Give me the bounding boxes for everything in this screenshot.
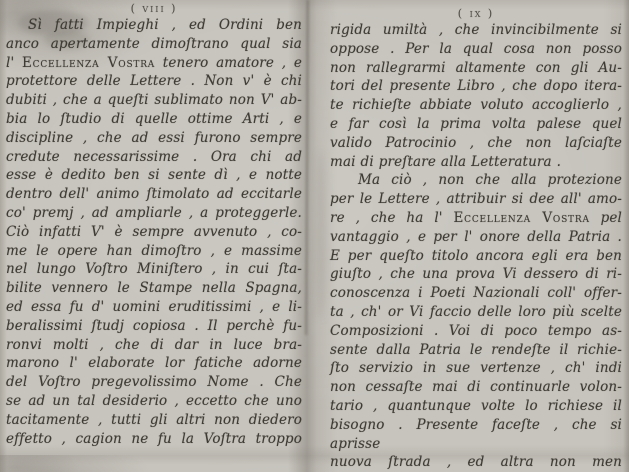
text-line: del Voſtro pregevolissimo Nome . Che — [6, 374, 302, 391]
text-line: se ad un tal desiderio , eccetto che uno — [6, 392, 302, 409]
ink-stain — [316, 150, 326, 320]
text-line: tori del presente Libro , che dopo itera- — [330, 78, 622, 95]
page-number: ( viii ) — [130, 2, 178, 15]
text-line: te richieſte abbiate voluto accoglierlo , — [330, 97, 622, 114]
text-line: credute necessarissime . Ora chi ad — [6, 148, 302, 165]
text-line: co' premj , ad ampliarle , a proteggerle. — [6, 204, 302, 221]
smallcaps-eccellenza-vostra: Eccellenza Vostra — [453, 209, 590, 226]
text-line: esse è dedito ben si sente dì , e notte — [6, 167, 302, 184]
text-line: nel lungo Voſtro Miniſtero , in cui ſta- — [6, 261, 302, 278]
text-line — [330, 209, 622, 228]
text-line: sente dalla Patria le rendeſte il richie- — [330, 341, 622, 358]
text-segment: l' — [6, 54, 23, 71]
text-line: protettore delle Lettere . Non v' è chi — [6, 73, 302, 90]
text-line: tacitamente , tutti gli altri non diedero — [6, 411, 302, 428]
text-line: vantaggio , e per l' onore della Patria . — [330, 228, 622, 245]
text-line: me le opere han dimoſtro , e massime — [6, 242, 302, 259]
text-line: beralissimi ſtudj copiosa . Il perchè fu- — [6, 317, 302, 334]
smallcaps-eccellenza-vostra: Eccellenza Vostra — [22, 54, 156, 71]
text-line: tario , quantunque volte lo richiese il — [330, 397, 622, 414]
text-line: E per queſto titolo ancora egli era ben — [330, 247, 622, 264]
text-line: Ma ciò , non che alla protezione — [358, 172, 622, 189]
page-viii — [6, 2, 302, 448]
text-line: non rallegrarmi altamente con gli Au- — [330, 59, 622, 76]
text-line: conoscenza i Poeti Nazionali coll' offer- — [330, 285, 622, 302]
text-line: oppose . Per la qual cosa non posso — [330, 40, 622, 57]
text-segment: pel — [589, 209, 623, 226]
text-segment: tenero amatore , e — [155, 54, 302, 71]
text-line: giuſto , che una prova Vi dessero di ri- — [330, 266, 622, 283]
text-line: rigida umiltà , che invincibilmente si — [330, 22, 622, 38]
text-line: e far così la prima volta palese quel — [330, 115, 622, 132]
text-line: non cessaſte mai di continuarle volon- — [330, 379, 622, 396]
page-number: ( ix ) — [457, 7, 495, 20]
text-line: Composizioni . Voi di poco tempo as- — [330, 322, 622, 339]
text-line: ronvi molti , che di dar in luce bra- — [6, 336, 302, 353]
text-line: Sì fatti Impieghi , ed Ordini ben — [28, 17, 302, 33]
text-line: bisogno . Presente faceſte , che si aprisse — [330, 416, 622, 452]
text-line: anco apertamente dimoſtrano qual sia — [6, 35, 302, 52]
text-line — [6, 54, 302, 73]
text-line: effetto , cagion ne fu la Voſtra troppo — [6, 430, 302, 447]
text-line: valido Patrocinio , che non laſciaſte — [330, 134, 622, 151]
text-line: marono l' elaborate lor fatiche adorne — [6, 355, 302, 372]
text-line: nuova ſtrada , ed altra non men — [330, 454, 622, 471]
text-line: bilite vennero le Stampe nella Spagna, — [6, 280, 302, 297]
text-line: bia lo ſtudio di quelle ottime Arti , e — [6, 110, 302, 127]
text-line: ta , ch' or Vi faccio delle loro più scelte — [330, 303, 622, 320]
text-line: mai di preſtare alla Letteratura . — [330, 153, 562, 170]
page-gutter-shadow — [305, 0, 309, 335]
text-line: dentro dell' animo ſtimolato ad eccitarle — [6, 186, 302, 203]
text-segment: re , che ha l' — [330, 209, 454, 226]
text-line: per le Lettere , attribuir si dee all' amo- — [330, 191, 622, 208]
text-line: ed essa fu d' uomini eruditissimi , e li- — [6, 298, 302, 315]
text-line: Ciò infatti V' è sempre avvenuto , co- — [6, 223, 302, 240]
page-ix — [330, 7, 622, 472]
text-line: discipline , che ad essi furono sempre — [6, 129, 302, 146]
text-line: ſto servizio in sue vertenze , ch' indi — [330, 360, 622, 377]
text-line: dubiti , che a queſti sublimato non V' ab- — [6, 92, 302, 109]
